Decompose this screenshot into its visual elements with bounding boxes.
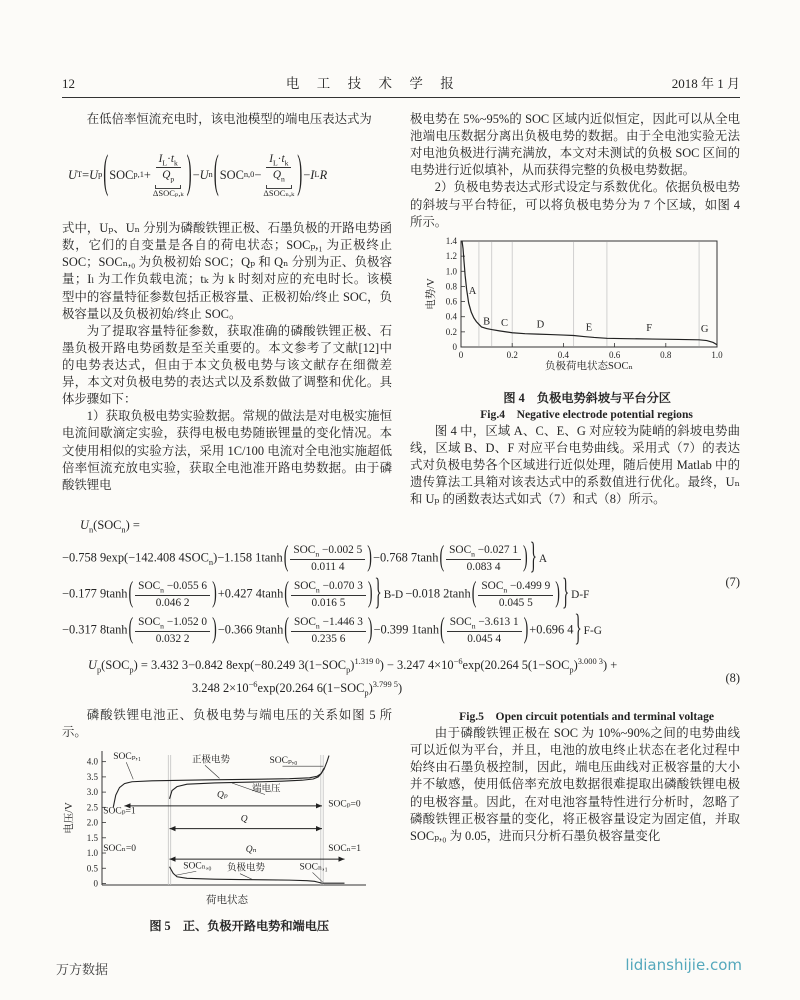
- svg-text:SOCₙ=1: SOCₙ=1: [328, 844, 361, 855]
- paragraph: 2）负极电势表达式形式设定与系数优化。依据负极电势的斜坡与平台特征，可以将负极电势分为 7 个区域，如图 4 所示。: [410, 180, 740, 229]
- right-column-bottom: [410, 707, 740, 935]
- fig4-line-chart: [425, 235, 725, 383]
- equation-8: [62, 656, 740, 699]
- svg-text:1.0: 1.0: [711, 349, 723, 360]
- svg-text:0.8: 0.8: [660, 349, 672, 360]
- fig4-caption-en: Fig.4 Negative electrode potential regions: [480, 407, 693, 421]
- left-column: [62, 111, 392, 508]
- svg-text:0: 0: [452, 341, 457, 352]
- svg-text:2.0: 2.0: [86, 817, 98, 828]
- svg-text:2.5: 2.5: [86, 802, 98, 813]
- svg-text:SOCₚ=0: SOCₚ=0: [328, 800, 361, 811]
- svg-text:C: C: [501, 317, 509, 329]
- equation-7-line: −0.317 8tanh( $\frac{SOC_n -1.052 0}{0.032 2}$ )−0.366 9tanh( $\frac{SOC_n -1.446 3}{0.235 6}$ )−0.399 1tanh( $\frac{SOC_n -3.613 1}{0.045 4}$ )+0.696 4} F-G: [62, 609, 602, 650]
- svg-text:0.8: 0.8: [445, 281, 457, 292]
- svg-text:SOCₙ=0: SOCₙ=0: [103, 844, 136, 855]
- svg-text:0: 0: [458, 349, 464, 360]
- svg-text:0: 0: [93, 878, 98, 889]
- svg-text:负极荷电状态SOCₙ: 负极荷电状态SOCₙ: [545, 360, 633, 372]
- equation-7-line: $U_n(SOC_n)$ =: [80, 518, 140, 535]
- svg-text:0.2: 0.2: [445, 326, 457, 337]
- equation-7: [62, 518, 740, 650]
- svg-text:3.5: 3.5: [86, 772, 98, 783]
- lidianshijie-watermark-link[interactable]: lidianshijie.com: [625, 956, 742, 974]
- svg-text:0.5: 0.5: [86, 863, 98, 874]
- svg-text:4.0: 4.0: [86, 757, 98, 768]
- svg-text:0.2: 0.2: [506, 349, 518, 360]
- issue-date: 2018 年 1 月: [671, 76, 740, 91]
- svg-text:B: B: [483, 316, 491, 328]
- fig5-caption-en: Fig.5 Open circuit potentials and terminal voltage: [459, 710, 715, 724]
- paragraph: 图 4 中，区域 A、C、E、G 对应较为陡峭的斜坡电势曲线，区域 B、D、F 对应平台电势曲线。采用式（7）的表达式对负极电势各个区域进行近似处理，随后使用 Matlab 中的遗传算法工具箱对该表达式中的系数值进行优化。最终，Uₙ 和 Uₚ 的函数表达式如式（7）和式（8）所示。: [410, 423, 740, 507]
- left-column-bottom: [62, 707, 392, 935]
- svg-text:D: D: [536, 319, 545, 331]
- svg-text:SOCₚ,₁: SOCₚ,₁: [113, 752, 142, 763]
- svg-text:Qₚ: Qₚ: [217, 790, 228, 801]
- equation-8-line: $U_p(SOC_p) = 3.432$ 3−0.842 8exp(−80.249 $3(1-SOC_p)^{1.319 0}) - 3.247$ $4\times 10^{-6}\exp(20.264$ $5(1-SOC_p)^{3.000 3}$) +: [88, 656, 618, 675]
- svg-text:1.4: 1.4: [445, 235, 457, 246]
- page-header: [62, 72, 740, 98]
- svg-text:Q: Q: [240, 814, 248, 825]
- fig4-caption-cn: 图 4 负极电势斜坡与平台分区: [503, 390, 671, 405]
- svg-text:荷电状态: 荷电状态: [206, 895, 248, 907]
- page-content: [62, 72, 740, 935]
- paragraph: 磷酸铁锂电池正、负极电势与端电压的关系如图 5 所示。: [62, 708, 392, 740]
- paragraph: 为了提取容量特征参数，获取准确的磷酸铁锂正极、石墨负极开路电势函数是至关重要的。本文参考了文献[12]中的电势表达式，但由于本文负极电势与该文献存在细微差异，本文对负极电势的表达式以及系数做了调整和优化。具体步骤如下：: [62, 323, 392, 407]
- svg-text:1.2: 1.2: [445, 250, 457, 261]
- svg-text:0.6: 0.6: [608, 349, 621, 360]
- paragraph: 在低倍率恒流充电时，该电池模型的端电压表达式为: [86, 112, 372, 126]
- svg-text:0.4: 0.4: [445, 311, 457, 322]
- equation-7-line: −0.758 9exp(−142.408 $4SOC_n)-1.158$ 1tanh( $\frac{SOC_n -0.002 5}{0.011 4}$ )−0.768 7tanh( $\frac{SOC_n -0.027 1}{0.083 4}$ ) } A: [62, 537, 548, 578]
- svg-text:端电压: 端电压: [252, 784, 281, 795]
- svg-text:1.5: 1.5: [86, 833, 98, 844]
- svg-text:A: A: [468, 285, 477, 297]
- svg-text:电压/V: 电压/V: [64, 802, 75, 835]
- svg-text:SOCₚ,₀: SOCₚ,₀: [269, 756, 298, 767]
- figure-5: [62, 745, 392, 916]
- paragraph: 式中，Uₚ、Uₙ 分别为磷酸铁锂正极、石墨负极的开路电势函数，它们的自变量是各自的荷电状态；SOCₚ,₁ 为正极终止 SOC；SOCₙ,₀ 为负极初始 SOC；Qₚ 和 Qₙ 分别为正、负极容量；Iₗ 为工作负载电流；tₖ 为 k 时刻对应的充电时长。该模型中的容量特征参数包括正极容量、正极初始/终止 SOC，负极容量以及负极初始/终止 SOC。: [62, 221, 392, 321]
- svg-text:负极电势: 负极电势: [227, 864, 266, 875]
- svg-text:SOCₙ,₀: SOCₙ,₀: [183, 861, 212, 872]
- equation-7-line: −0.177 9tanh( $\frac{SOC_n -0.055 6}{0.046 2}$ )+0.427 4tanh( $\frac{SOC_n -0.070 3}{0.016 5}$ ) } B-D −0.018 2tanh( $\frac{SOC_n -0.499 9}{0.045 5}$ ) } D-F: [62, 573, 590, 614]
- lower-columns: [62, 707, 740, 935]
- equation-8-line: 3.248 $2\times 10^{-6}\exp(20.264$ $6(1-SOC_p)^{3.799 5}$): [192, 679, 403, 698]
- equation-7-number: (7): [725, 574, 740, 589]
- svg-text:正极电势: 正极电势: [192, 755, 231, 766]
- svg-text:0.4: 0.4: [557, 349, 570, 360]
- svg-text:电势/V: 电势/V: [426, 278, 437, 310]
- svg-text:Qₙ: Qₙ: [245, 845, 257, 856]
- svg-text:1.0: 1.0: [445, 266, 457, 277]
- paragraph: 1）获取负极电势实验数据。常规的做法是对电极实施恒电流间歇滴定实验，获得电极电势随嵌锂量的变化情况。本文使用相似的实验方法，采用 1C/100 电流对全电池实施超低倍率恒流充放电实验，获取全电池准开路电势数据。由于磷酸铁锂电: [62, 409, 392, 492]
- svg-text:SOCₚ=1: SOCₚ=1: [103, 806, 136, 817]
- fig5-caption-cn: 图 5 正、负极开路电势和端电压: [149, 919, 330, 934]
- svg-text:F: F: [646, 322, 653, 334]
- fig5-diagram: [62, 745, 392, 911]
- paragraph: 由于磷酸铁锂正极在 SOC 为 10%~90%之间的电势曲线可以近似为平台，并且，电池的放电终止状态在老化过程中始终由石墨负极控制，因此，端电压曲线对正极容量的大小并不敏感，使用低倍率充放电数据很难提取出磷酸铁锂电极的电极容量。因此，在对电池容量特性进行分析时，忽略了磷酸铁锂正极容量的变化，将正极容量设定为固定值，并取 SOCₚ,₀ 为 0.05，进而只分析石墨负极容量变化: [410, 726, 740, 843]
- equation-terminal-voltage: U T = U p ( SOC p,1 + $\frac{I_L\cdot t_k}{Q_p}$ ΔSOCₚ,ₖ ) − U n ( SOC n,0 − $\frac{I_L\cdot t_k}{Q_n}$ ΔSOCₙ,ₖ ) − I L R: [68, 149, 328, 199]
- page-number: 12: [62, 76, 75, 91]
- upper-columns: [62, 111, 740, 508]
- svg-text:E: E: [585, 322, 593, 334]
- figure-4: [410, 235, 740, 388]
- svg-text:G: G: [700, 323, 709, 335]
- wanfang-watermark: 万方数据: [56, 962, 109, 977]
- svg-text:3.0: 3.0: [86, 787, 98, 798]
- svg-text:1.0: 1.0: [86, 848, 98, 859]
- equation-8-number: (8): [725, 670, 740, 685]
- right-column: [410, 111, 740, 508]
- journal-title: 电 工 技 术 学 报: [285, 76, 461, 91]
- svg-text:0.6: 0.6: [445, 296, 457, 307]
- paragraph: 极电势在 5%~95%的 SOC 区域内近似恒定，因此可以从全电池端电压数据分离出负极电势的数据。由于全电池实验无法对电池负极进行满充满放，本文对未测试的负极 SOC 区间的电势进行近似填补，从而获得完整的负极电势数据。: [410, 112, 740, 178]
- svg-text:SOCₙ,₁: SOCₙ,₁: [299, 862, 328, 873]
